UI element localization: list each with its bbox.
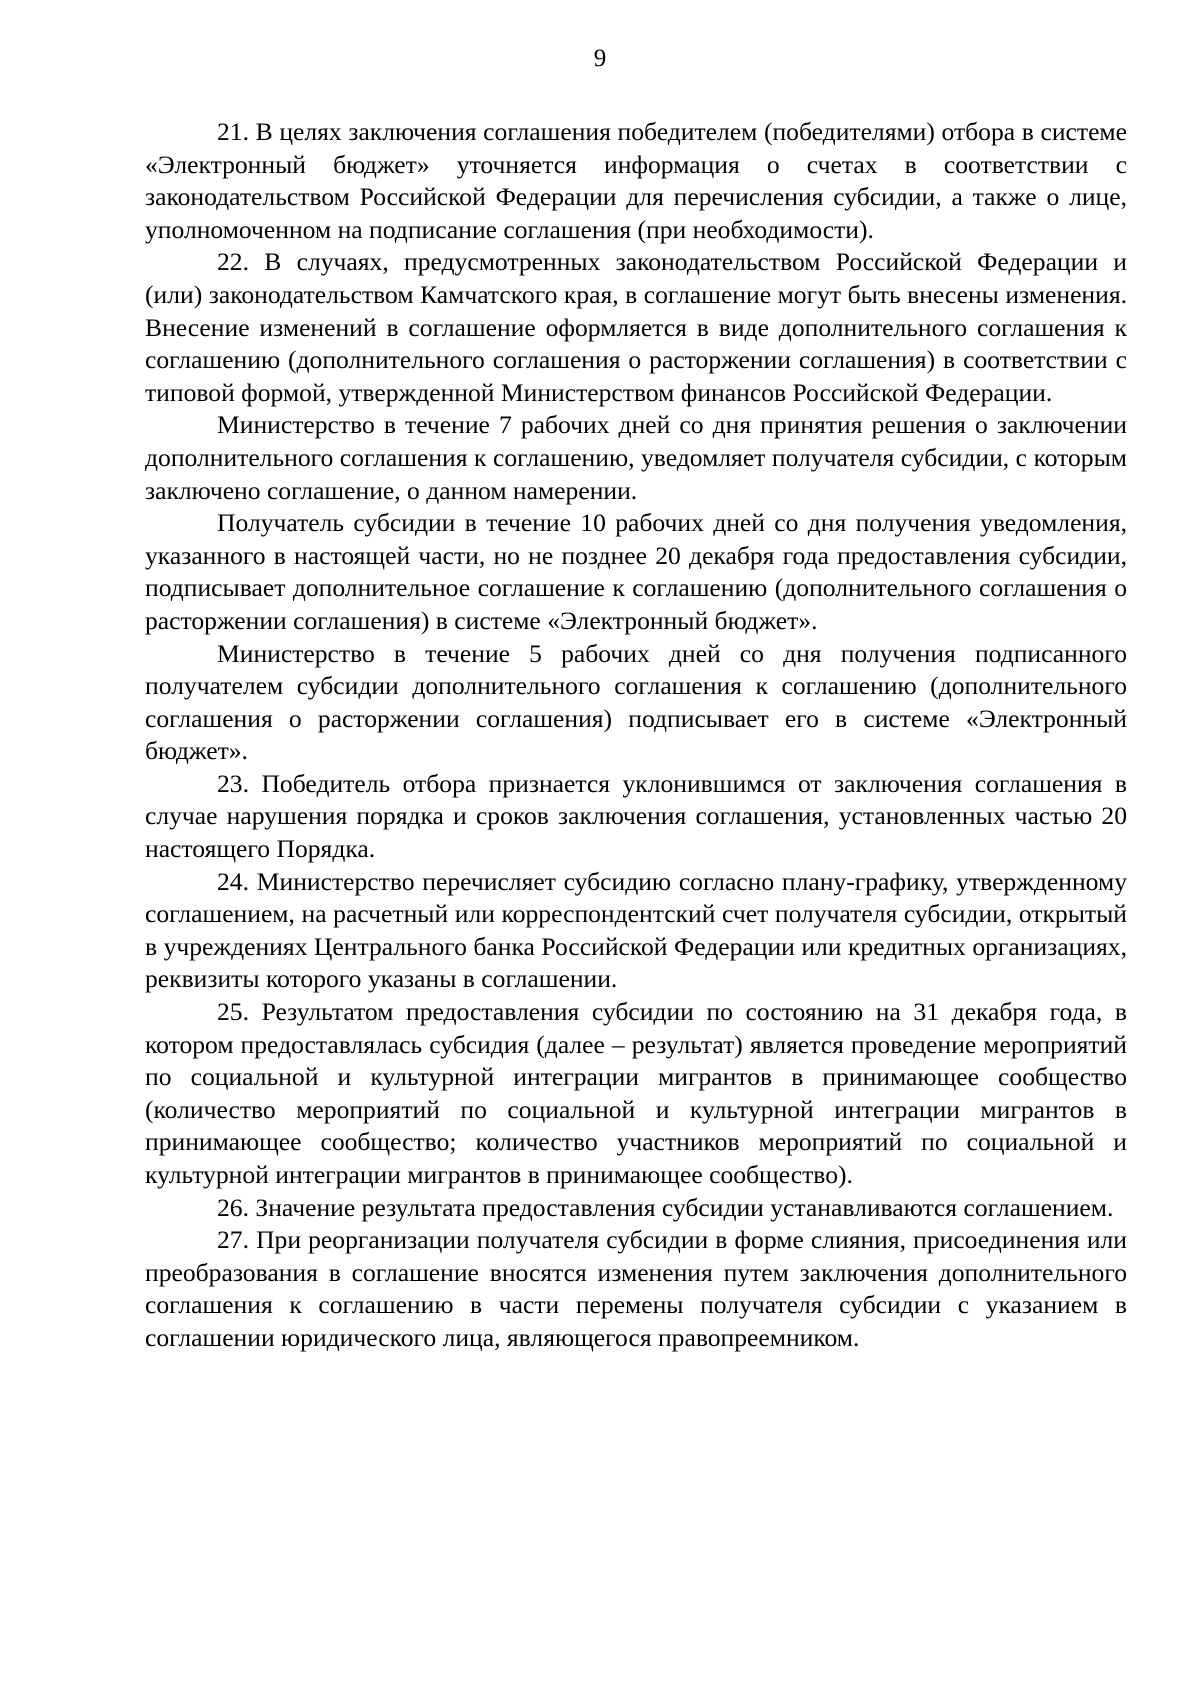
paragraph-27: 27. При реорганизации получателя субсидии в форме слияния, присоединения или преобразования в соглашение вносятся изменения путем заключения дополнительного соглашения к соглашению в части перемены получателя субсидии с указанием в соглашении юридического лица, являющегося правопреемником. [145, 1225, 1127, 1352]
paragraph-21: 21. В целях заключения соглашения победителем (победителями) отбора в системе «Электронный бюджет» уточняется информация о счетах в соответствии с законодательством Российской Федерации для перечисления субсидии, а также о лице, уполномоченном на подписание соглашения (при необходимости). [145, 117, 1127, 244]
paragraph-22-signing: Получатель субсидии в течение 10 рабочих дней со дня получения уведомления, указанного в настоящей части, но не позднее 20 декабря года предоставления субсидии, подписывает дополнительное соглашение к соглашению (дополнительного соглашения о расторжении соглашения) в системе «Электронный бюджет». [145, 508, 1127, 635]
paragraph-25: 25. Результатом предоставления субсидии по состоянию на 31 декабря года, в котором предоставлялась субсидия (далее – результат) является проведение мероприятий по социальной и культурной интеграции мигрантов в принимающее сообщество (количество мероприятий по социальной и культурной интеграции мигрантов в принимающее сообщество; количество участников мероприятий по социальной и культурной интеграции мигрантов в принимающее сообщество). [145, 997, 1127, 1189]
document-body [145, 116, 1127, 1355]
paragraph-22: 22. В случаях, предусмотренных законодательством Российской Федерации и (или) законодательством Камчатского края, в соглашение могут быть внесены изменения. Внесение изменений в соглашение оформляется в виде дополнительного соглашения к соглашению (дополнительного соглашения о расторжении соглашения) в соответствии с типовой формой, утвержденной Министерством финансов Российской Федерации. [145, 247, 1127, 407]
paragraph-24: 24. Министерство перечисляет субсидию согласно плану-графику, утвержденному соглашением, на расчетный или корреспондентский счет получателя субсидии, открытый в учреждениях Центрального банка Российской Федерации или кредитных организациях, реквизиты которого указаны в соглашении. [145, 866, 1127, 994]
paragraph-22-notification: Министерство в течение 7 рабочих дней со дня принятия решения о заключении дополнительного соглашения к соглашению, уведомляет получателя субсидии, с которым заключено соглашение, о данном намерении. [145, 410, 1127, 505]
paragraph-23: 23. Победитель отбора признается уклонившимся от заключения соглашения в случае нарушения порядка и сроков заключения соглашения, установленных частью 20 настоящего Порядка. [145, 768, 1127, 864]
page-number: 9 [593, 45, 607, 72]
paragraph-26: 26. Значение результата предоставления субсидии устанавливаются соглашением. [217, 1192, 1114, 1222]
paragraph-22-ministry-signing: Министерство в течение 5 рабочих дней со дня получения подписанного получателем субсидии дополнительного соглашения к соглашению (дополнительного соглашения о расторжении соглашения) подписывает его в системе «Электронный бюджет». [145, 638, 1127, 766]
